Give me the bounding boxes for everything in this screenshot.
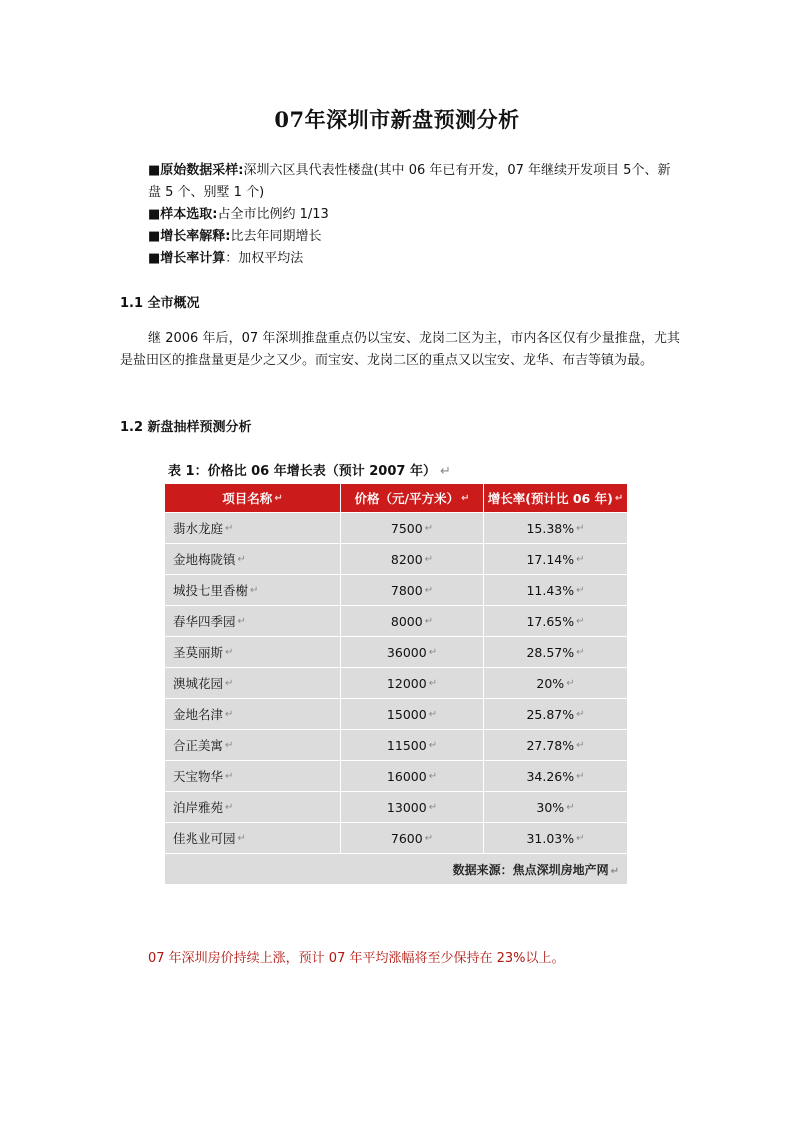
cell-project-name	[165, 606, 341, 636]
cell-project-name-text: 天宝物华	[173, 769, 224, 784]
cell-price	[341, 761, 484, 791]
bullet-text: 比去年同期增长	[230, 229, 322, 244]
table-row	[165, 544, 627, 575]
cell-growth-text: 31.03%	[526, 830, 575, 846]
cell-price	[341, 823, 484, 853]
table-row	[165, 761, 627, 792]
cell-growth-text: 15.38%	[526, 520, 575, 536]
table-row	[165, 637, 627, 668]
return-mark: ↵	[225, 708, 234, 720]
table-row	[165, 575, 627, 606]
return-mark: ↵	[250, 584, 259, 596]
bullet-text: 深圳六区具代表性楼盘(其中 06 年已有开发，07 年继续开发项目 5个、新盘 5 个、别墅 1 个)	[148, 163, 671, 200]
return-mark: ↵	[461, 492, 470, 504]
table-caption	[168, 460, 451, 479]
table-row	[165, 792, 627, 823]
cell-price-text: 11500	[386, 737, 427, 753]
cell-price	[341, 730, 484, 760]
cell-project-name	[165, 823, 341, 853]
cell-project-name-text: 金地梅陇镇	[173, 552, 236, 567]
cell-project-name	[165, 668, 341, 698]
return-mark: ↵	[225, 677, 234, 689]
header-label: 增长率(预计比 06 年)	[487, 491, 613, 506]
cell-project-name	[165, 637, 341, 667]
page-title: 07年深圳市新盘预测分析	[274, 107, 520, 132]
return-mark: ↵	[439, 464, 451, 479]
return-mark: ↵	[576, 832, 585, 844]
bullet-item	[120, 226, 680, 248]
return-mark: ↵	[614, 492, 624, 504]
cell-project-name	[165, 792, 341, 822]
cell-price	[341, 637, 484, 667]
cell-project-name-text: 城投七里香榭	[173, 583, 249, 598]
table-row	[165, 823, 627, 854]
cell-growth	[484, 513, 627, 543]
closing-statement: 07 年深圳房价持续上涨，预计 07 年平均涨幅将至少保持在 23%以上。	[148, 951, 565, 966]
table-body	[165, 513, 627, 854]
cell-price-text: 7600	[390, 830, 423, 846]
bullet-text: 占全市比例约 1/13	[217, 207, 329, 222]
cell-project-name	[165, 544, 341, 574]
cell-growth-text: 27.78%	[526, 737, 575, 753]
header-label: 项目名称	[222, 491, 273, 506]
overview-paragraph: 继 2006 年后，07 年深圳推盘重点仍以宝安、龙岗二区为主，市内各区仅有少量推盘，尤其是盐田区的推盘量更是少之又少。而宝安、龙岗二区的重点又以宝安、龙华、布吉等镇为最。	[120, 331, 680, 368]
cell-project-name-text: 合正美寓	[173, 738, 224, 753]
return-mark: ↵	[428, 708, 438, 720]
cell-growth	[484, 606, 627, 636]
return-mark: ↵	[424, 584, 434, 596]
header-label: 价格（元/平方米）	[354, 491, 460, 506]
table-row	[165, 606, 627, 637]
cell-price-text: 7800	[390, 582, 423, 598]
return-mark: ↵	[424, 832, 434, 844]
bullet-item	[120, 204, 680, 226]
cell-price-text: 13000	[386, 799, 427, 815]
cell-project-name-text: 金地名津	[173, 707, 224, 722]
cell-growth-text: 28.57%	[526, 644, 575, 660]
return-mark: ↵	[225, 770, 234, 782]
table-footer-row	[165, 854, 627, 885]
cell-project-name-text: 澳城花园	[173, 676, 224, 691]
table-row	[165, 668, 627, 699]
cell-project-name-text: 翡水龙庭	[173, 521, 224, 536]
header-cell-name	[165, 484, 341, 512]
summary-bullets	[120, 160, 680, 270]
return-mark: ↵	[225, 801, 234, 813]
return-mark: ↵	[428, 770, 438, 782]
header-cell-price	[341, 484, 484, 512]
return-mark: ↵	[274, 492, 283, 504]
section-heading-sampling: 1.2 新盘抽样预测分析	[120, 420, 252, 435]
cell-growth-text: 20%	[536, 675, 565, 691]
cell-project-name-text: 泊岸雅苑	[173, 800, 224, 815]
cell-project-name	[165, 699, 341, 729]
cell-growth-text: 25.87%	[526, 706, 575, 722]
cell-price-text: 8000	[390, 613, 423, 629]
cell-price	[341, 668, 484, 698]
return-mark: ↵	[576, 708, 585, 720]
cell-project-name-text: 春华四季园	[173, 614, 236, 629]
return-mark: ↵	[566, 677, 575, 689]
cell-growth-text: 11.43%	[526, 582, 575, 598]
cell-price	[341, 606, 484, 636]
return-mark: ↵	[576, 584, 585, 596]
return-mark: ↵	[424, 553, 434, 565]
return-mark: ↵	[566, 801, 575, 813]
table-caption-text: 表 1：价格比 06 年增长表（预计 2007 年）	[168, 464, 436, 479]
return-mark: ↵	[428, 801, 438, 813]
cell-project-name	[165, 730, 341, 760]
return-mark: ↵	[225, 739, 234, 751]
bullet-text: ：加权平均法	[225, 251, 304, 266]
cell-growth	[484, 761, 627, 791]
return-mark: ↵	[576, 770, 585, 782]
cell-project-name	[165, 575, 341, 605]
bullet-item	[120, 160, 680, 204]
return-mark: ↵	[576, 615, 585, 627]
cell-project-name	[165, 761, 341, 791]
bullet-item	[120, 248, 680, 270]
cell-growth	[484, 668, 627, 698]
return-mark: ↵	[225, 646, 234, 658]
section-heading-overview: 1.1 全市概况	[120, 296, 200, 311]
cell-growth	[484, 823, 627, 853]
cell-growth	[484, 544, 627, 574]
return-mark: ↵	[610, 865, 619, 877]
cell-growth	[484, 575, 627, 605]
cell-price-text: 7500	[390, 520, 423, 536]
cell-price-text: 16000	[386, 768, 427, 784]
cell-project-name-text: 佳兆业可园	[173, 831, 236, 846]
cell-growth-text: 34.26%	[526, 768, 575, 784]
cell-price	[341, 699, 484, 729]
return-mark: ↵	[576, 553, 585, 565]
return-mark: ↵	[428, 677, 438, 689]
cell-project-name	[165, 513, 341, 543]
return-mark: ↵	[424, 615, 434, 627]
table-row	[165, 699, 627, 730]
data-source	[453, 861, 627, 878]
bullet-label: ■原始数据采样:	[148, 163, 244, 178]
cell-growth	[484, 637, 627, 667]
table-row	[165, 730, 627, 761]
data-source-text: 数据来源：焦点深圳房地产网	[452, 862, 609, 877]
table-header-row	[165, 484, 627, 513]
cell-growth	[484, 730, 627, 760]
price-growth-table	[165, 484, 627, 885]
return-mark: ↵	[237, 832, 246, 844]
cell-growth	[484, 699, 627, 729]
cell-growth-text: 17.14%	[526, 551, 575, 567]
bullet-label: ■增长率计算	[148, 251, 226, 266]
table-row	[165, 513, 627, 544]
cell-price	[341, 513, 484, 543]
cell-price-text: 12000	[386, 675, 427, 691]
header-cell-growth	[484, 484, 627, 512]
return-mark: ↵	[576, 646, 585, 658]
cell-project-name-text: 圣莫丽斯	[173, 645, 224, 660]
cell-growth-text: 17.65%	[526, 613, 575, 629]
return-mark: ↵	[237, 615, 246, 627]
cell-price-text: 36000	[386, 644, 427, 660]
return-mark: ↵	[424, 522, 434, 534]
cell-price-text: 8200	[390, 551, 423, 567]
cell-growth-text: 30%	[536, 799, 565, 815]
cell-price	[341, 544, 484, 574]
cell-price-text: 15000	[386, 706, 427, 722]
return-mark: ↵	[576, 522, 585, 534]
cell-growth	[484, 792, 627, 822]
return-mark: ↵	[428, 646, 438, 658]
cell-price	[341, 575, 484, 605]
return-mark: ↵	[576, 739, 585, 751]
bullet-label: ■增长率解释:	[148, 229, 231, 244]
return-mark: ↵	[237, 553, 246, 565]
return-mark: ↵	[225, 522, 234, 534]
bullet-label: ■样本选取:	[148, 207, 218, 222]
cell-price	[341, 792, 484, 822]
return-mark: ↵	[428, 739, 438, 751]
